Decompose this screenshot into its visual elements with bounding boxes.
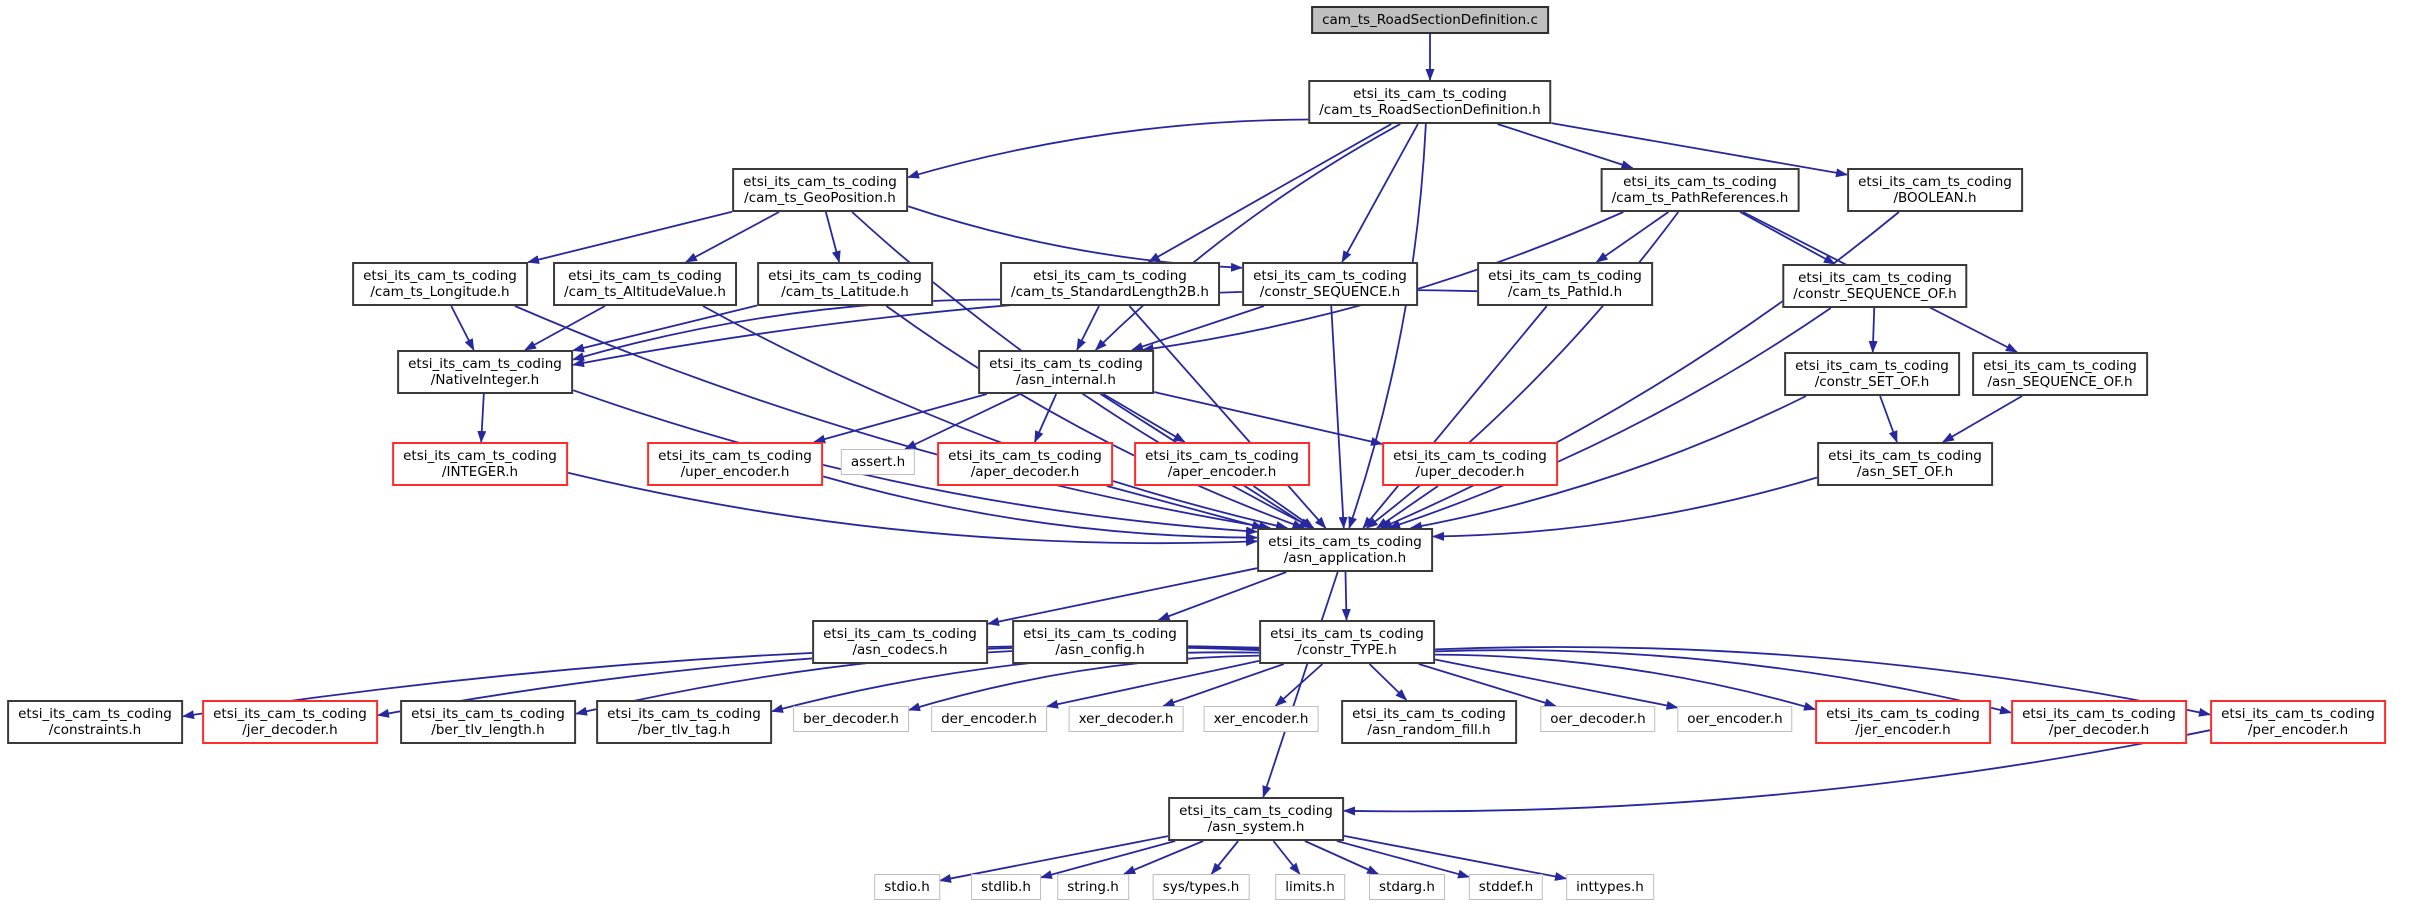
include-edge-pathrefs-constr_seqof: [1740, 212, 1835, 264]
node-label: /INTEGER.h: [441, 464, 519, 480]
node-label: etsi_its_cam_ts_coding: [607, 706, 761, 722]
node-label: etsi_its_cam_ts_coding: [658, 448, 812, 464]
node-label: /constr_SEQUENCE.h: [1259, 284, 1401, 300]
include-edge-constr_seq-asn_int: [1132, 306, 1264, 350]
node-label: /constr_SEQUENCE_OF.h: [1793, 286, 1957, 302]
node-asn_system[interactable]: [1168, 797, 1344, 841]
node-label: /asn_SEQUENCE_OF.h: [1987, 374, 2133, 390]
include-edge-asn_int-uper_dec: [1154, 392, 1382, 444]
node-label: oer_decoder.h: [1550, 711, 1646, 727]
node-label: /cam_ts_RoadSectionDefinition.h: [1319, 102, 1541, 118]
node-asn_seqof[interactable]: [1972, 352, 2148, 396]
node-label: /asn_random_fill.h: [1367, 722, 1491, 738]
include-edge-constr_type-xer_enc: [1276, 664, 1323, 706]
node-asn_config[interactable]: [1012, 620, 1188, 664]
include-edge-constr_seqof-constr_setof: [1873, 308, 1875, 352]
include-edge-altitude-native: [525, 306, 605, 350]
node-label: etsi_its_cam_ts_coding: [1033, 268, 1187, 284]
node-label: /cam_ts_AltitudeValue.h: [564, 284, 726, 300]
node-label: etsi_its_cam_ts_coding: [1795, 358, 1949, 374]
node-label: etsi_its_cam_ts_coding: [1983, 358, 2137, 374]
node-label: etsi_its_cam_ts_coding: [1352, 706, 1506, 722]
node-rsd_h[interactable]: [1308, 80, 1551, 124]
include-edge-asn_int-aper_dec: [1035, 394, 1056, 442]
node-asn_int[interactable]: [978, 350, 1154, 394]
node-label: xer_encoder.h: [1213, 711, 1309, 727]
include-edge-asn_int-uper_enc: [814, 394, 987, 442]
node-assert[interactable]: [841, 449, 915, 475]
node-label: /jer_encoder.h: [1855, 722, 1951, 738]
node-jer_dec[interactable]: [202, 700, 378, 744]
node-label: etsi_its_cam_ts_coding: [989, 356, 1143, 372]
node-label: /uper_encoder.h: [680, 464, 790, 480]
node-per_dec[interactable]: [2011, 700, 2187, 744]
node-ber_tlv_len[interactable]: [400, 700, 576, 744]
node-label: etsi_its_cam_ts_coding: [1270, 626, 1424, 642]
node-label: etsi_its_cam_ts_coding: [1268, 534, 1422, 550]
node-uper_enc[interactable]: [647, 442, 823, 486]
node-der_enc[interactable]: [931, 706, 1047, 732]
node-constraints[interactable]: [7, 700, 183, 744]
node-label: stdlib.h: [981, 879, 1031, 895]
node-label: stdio.h: [884, 879, 930, 895]
node-cfile[interactable]: [1311, 6, 1549, 34]
node-label: /constr_TYPE.h: [1297, 642, 1397, 658]
node-label: inttypes.h: [1576, 879, 1644, 895]
include-edge-geo-latitude: [826, 212, 839, 262]
include-edge-constr_setof-asn_setof: [1880, 396, 1897, 442]
node-integer[interactable]: [392, 442, 568, 486]
include-edge-constr_type-xer_dec: [1163, 664, 1284, 706]
node-label: etsi_its_cam_ts_coding: [1023, 626, 1177, 642]
node-xer_enc[interactable]: [1204, 706, 1319, 732]
include-edge-asn_system-stdarg: [1305, 841, 1378, 874]
include-edge-asn_system-systypes: [1212, 841, 1239, 874]
include-edge-asn_app-asn_codecs: [988, 568, 1257, 624]
node-label: etsi_its_cam_ts_coding: [18, 706, 172, 722]
node-ber_tlv_tag[interactable]: [596, 700, 772, 744]
node-label: etsi_its_cam_ts_coding: [2022, 706, 2176, 722]
node-label: /NativeInteger.h: [430, 372, 540, 388]
node-label: /asn_internal.h: [1016, 372, 1116, 388]
node-label: xer_decoder.h: [1078, 711, 1174, 727]
node-label: etsi_its_cam_ts_coding: [213, 706, 367, 722]
include-edge-latitude-native: [573, 306, 757, 351]
node-constr_type[interactable]: [1259, 620, 1435, 664]
node-label: /ber_tlv_tag.h: [637, 722, 731, 738]
include-edge-rsd_h-std2b: [1149, 124, 1392, 262]
node-label: /BOOLEAN.h: [1893, 190, 1977, 206]
node-label: /per_encoder.h: [2247, 722, 2349, 738]
include-edge-rsd_h-geo: [908, 120, 1309, 178]
node-systypes[interactable]: [1153, 874, 1250, 900]
node-stdarg[interactable]: [1369, 874, 1445, 900]
node-random_fill[interactable]: [1341, 700, 1517, 744]
node-label: etsi_its_cam_ts_coding: [1353, 86, 1507, 102]
node-limits[interactable]: [1275, 874, 1345, 900]
node-label: /ber_tlv_length.h: [431, 722, 545, 738]
node-label: /jer_decoder.h: [242, 722, 338, 738]
node-latitude[interactable]: [757, 262, 933, 306]
node-label: /asn_application.h: [1283, 550, 1407, 566]
node-label: etsi_its_cam_ts_coding: [403, 448, 557, 464]
node-label: etsi_its_cam_ts_coding: [1393, 448, 1547, 464]
node-label: /cam_ts_Latitude.h: [781, 284, 909, 300]
include-edge-asn_app-constr_type: [1345, 572, 1346, 620]
include-edge-rsd_h-asn_int: [1096, 124, 1401, 350]
node-inttypes[interactable]: [1566, 874, 1654, 900]
include-edge-aper_dec-asn_app: [1107, 486, 1263, 528]
include-edge-longitude-native: [451, 306, 474, 350]
node-label: /per_decoder.h: [2048, 722, 2150, 738]
include-edge-asn_system-inttypes: [1344, 836, 1566, 879]
node-label: /aper_encoder.h: [1167, 464, 1277, 480]
include-edge-asn_system-stdlib: [1041, 841, 1175, 877]
include-edge-std2b-asn_int: [1077, 306, 1099, 350]
node-label: sys/types.h: [1162, 879, 1240, 895]
node-label: etsi_its_cam_ts_coding: [743, 174, 897, 190]
node-altitude[interactable]: [553, 262, 737, 306]
node-string[interactable]: [1057, 874, 1129, 900]
node-oer_dec[interactable]: [1540, 706, 1655, 732]
node-label: etsi_its_cam_ts_coding: [948, 448, 1102, 464]
node-jer_enc[interactable]: [1815, 700, 1991, 744]
node-label: /constraints.h: [48, 722, 142, 738]
node-label: etsi_its_cam_ts_coding: [1826, 706, 1980, 722]
include-edge-asn_int-assert: [905, 394, 1020, 449]
node-label: /asn_system.h: [1207, 819, 1305, 835]
node-label: der_encoder.h: [941, 711, 1037, 727]
node-aper_enc[interactable]: [1134, 442, 1310, 486]
node-pathrefs[interactable]: [1601, 168, 1800, 212]
node-stddef[interactable]: [1469, 874, 1543, 900]
node-label: etsi_its_cam_ts_coding: [1828, 448, 1982, 464]
node-label: etsi_its_cam_ts_coding: [768, 268, 922, 284]
node-label: etsi_its_cam_ts_coding: [1253, 268, 1407, 284]
include-edge-asn_setof-asn_app: [1433, 478, 1817, 537]
node-label: cam_ts_RoadSectionDefinition.c: [1322, 12, 1538, 28]
node-label: oer_encoder.h: [1687, 711, 1783, 727]
node-bool[interactable]: [1847, 168, 2023, 212]
node-label: /asn_codecs.h: [852, 642, 948, 658]
include-edge-asn_seqof-asn_setof: [1943, 396, 2022, 442]
node-longitude[interactable]: [352, 262, 528, 306]
node-label: /asn_config.h: [1055, 642, 1145, 658]
node-label: /constr_SET_OF.h: [1814, 374, 1930, 390]
node-per_enc[interactable]: [2210, 700, 2386, 744]
node-aper_dec[interactable]: [937, 442, 1113, 486]
node-label: etsi_its_cam_ts_coding: [568, 268, 722, 284]
node-label: /cam_ts_StandardLength2B.h: [1011, 284, 1209, 300]
node-label: /cam_ts_PathId.h: [1507, 284, 1623, 300]
node-constr_seqof[interactable]: [1782, 264, 1967, 308]
node-label: /uper_decoder.h: [1415, 464, 1525, 480]
node-label: etsi_its_cam_ts_coding: [2221, 706, 2375, 722]
include-edge-rsd_h-pathrefs: [1498, 124, 1633, 168]
node-label: etsi_its_cam_ts_coding: [411, 706, 565, 722]
node-label: /aper_decoder.h: [970, 464, 1080, 480]
node-label: etsi_its_cam_ts_coding: [1798, 270, 1952, 286]
include-edge-asn_app-asn_config: [1159, 572, 1287, 620]
node-constr_setof[interactable]: [1784, 352, 1960, 396]
node-stdio[interactable]: [874, 874, 940, 900]
node-stdlib[interactable]: [971, 874, 1041, 900]
node-label: /cam_ts_Longitude.h: [370, 284, 510, 300]
node-label: ber_decoder.h: [803, 711, 899, 727]
include-edge-native-integer: [481, 394, 484, 442]
node-label: /asn_SET_OF.h: [1856, 464, 1954, 480]
node-native[interactable]: [397, 350, 573, 394]
node-oer_enc[interactable]: [1677, 706, 1792, 732]
include-edge-asn_system-limits: [1273, 841, 1299, 874]
node-label: stddef.h: [1478, 879, 1534, 895]
include-edge-asn_system-string: [1124, 841, 1203, 874]
node-label: etsi_its_cam_ts_coding: [1623, 174, 1777, 190]
node-xer_dec[interactable]: [1069, 706, 1184, 732]
node-label: /cam_ts_PathReferences.h: [1611, 190, 1789, 206]
node-label: etsi_its_cam_ts_coding: [1179, 803, 1333, 819]
include-edge-asn_int-aper_enc: [1103, 394, 1184, 442]
node-asn_app[interactable]: [1257, 528, 1433, 572]
node-label: /cam_ts_GeoPosition.h: [744, 190, 896, 206]
node-geo[interactable]: [732, 168, 908, 212]
node-uper_dec[interactable]: [1382, 442, 1558, 486]
node-label: assert.h: [850, 454, 906, 470]
node-label: etsi_its_cam_ts_coding: [363, 268, 517, 284]
include-edge-altitude-asn_app: [703, 306, 1287, 528]
node-label: string.h: [1067, 879, 1119, 895]
node-label: etsi_its_cam_ts_coding: [1488, 268, 1642, 284]
include-edge-constr_type-random_fill: [1370, 664, 1407, 700]
node-label: etsi_its_cam_ts_coding: [1858, 174, 2012, 190]
node-label: etsi_its_cam_ts_coding: [1145, 448, 1299, 464]
node-std2b[interactable]: [1000, 262, 1220, 306]
node-pathid[interactable]: [1477, 262, 1653, 306]
include-edge-constr_seq-asn_app: [1331, 306, 1344, 528]
node-asn_codecs[interactable]: [812, 620, 988, 664]
node-label: etsi_its_cam_ts_coding: [408, 356, 562, 372]
node-ber_dec[interactable]: [793, 706, 909, 732]
include-edge-rsd_h-bool: [1552, 123, 1848, 174]
node-label: limits.h: [1285, 879, 1335, 895]
node-label: etsi_its_cam_ts_coding: [823, 626, 977, 642]
node-constr_seq[interactable]: [1242, 262, 1418, 306]
node-asn_setof[interactable]: [1817, 442, 1993, 486]
node-label: stdarg.h: [1379, 879, 1435, 895]
